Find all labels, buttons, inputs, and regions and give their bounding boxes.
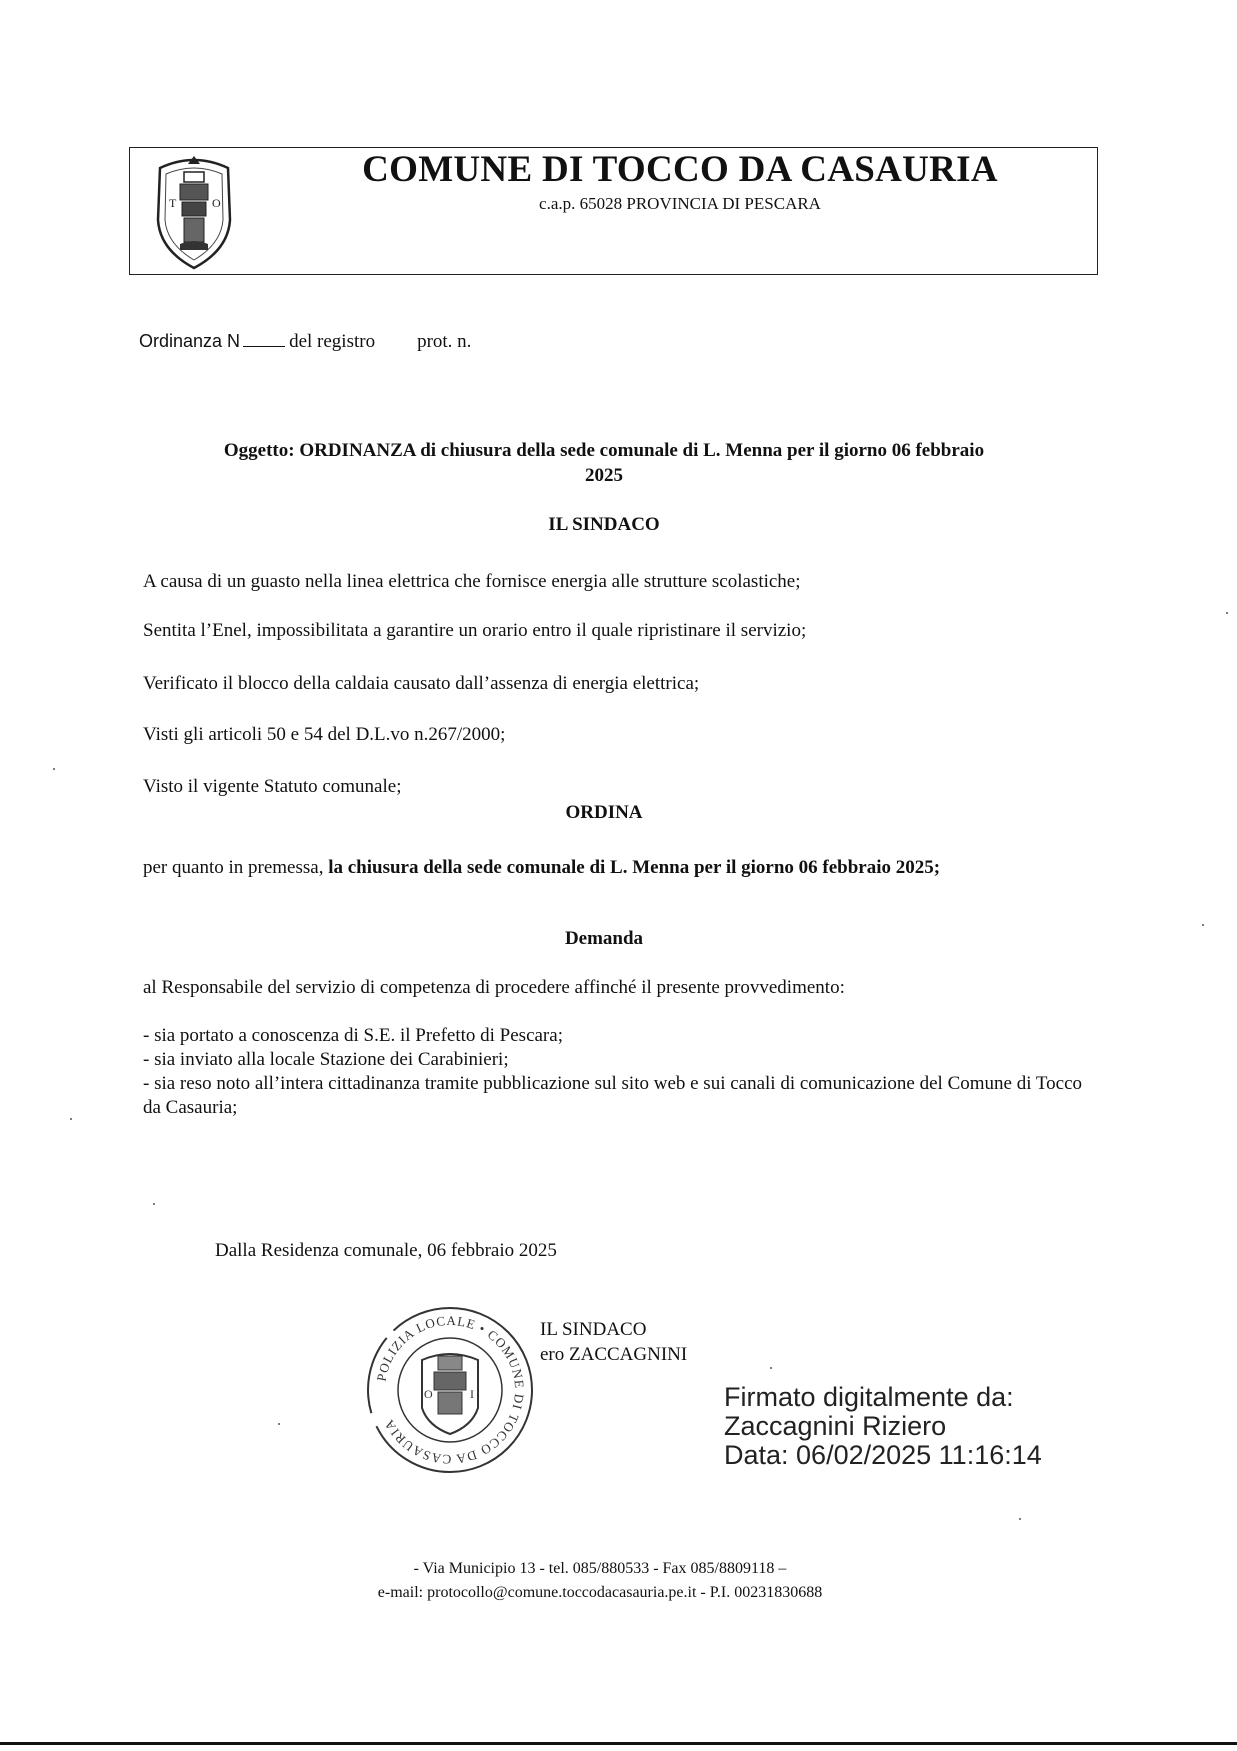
ordinanza-number-blank [243,332,285,347]
scan-speck [1226,612,1228,614]
scan-speck [1019,1518,1021,1520]
crest-letter-right: O [212,196,221,210]
premise-5: Visto il vigente Statuto comunale; [143,776,402,797]
action-list [143,1024,1093,1120]
scan-speck [1202,924,1204,926]
registro-label: del registro [289,331,376,352]
demanda-heading: Demanda [564,928,644,949]
scan-speck [153,1203,155,1205]
subject-line-2: 2025 [585,465,623,486]
signature-name: ero ZACCAGNINI [540,1344,688,1365]
signature-block [540,1317,687,1367]
footer-line-2: e-mail: protocollo@comune.toccodacasauria.pe.it - P.I. 00231830688 [377,1584,823,1601]
ordina-heading: ORDINA [565,802,643,823]
order-bold: la chiusura della sede comunale di L. Menna per il giorno 06 febbraio 2025; [328,857,941,878]
scan-speck [278,1423,280,1425]
stamp-letter-left: O [424,1387,433,1401]
digital-signature-line-3: Data: 06/02/2025 11:16:14 [724,1440,1042,1470]
premise-3: Verificato il blocco della caldaia causato dall’assenza di energia elettrica; [143,673,700,694]
premise-2: Sentita l’Enel, impossibilitata a garantire un orario entro il quale ripristinare il servizio; [143,620,807,641]
date-place-line: Dalla Residenza comunale, 06 febbraio 2025 [215,1240,557,1261]
scan-speck [770,1367,772,1369]
scan-bottom-edge [0,1742,1237,1745]
municipality-subtitle: c.a.p. 65028 PROVINCIA DI PESCARA [539,194,821,213]
digital-signature-line-2: Zaccagnini Riziero [724,1411,947,1441]
order-paragraph [143,855,1068,880]
premise-1: A causa di un guasto nella linea elettrica che fornisce energia alle strutture scolastiche; [143,571,801,592]
footer-line-1: - Via Municipio 13 - tel. 085/880533 - Fax 085/8809118 – [413,1560,787,1577]
digital-signature-line-1: Firmato digitalmente da: [724,1382,1014,1412]
municipality-title: COMUNE DI TOCCO DA CASAURIA [362,149,998,190]
signature-title: IL SINDACO [540,1319,647,1340]
scan-speck [70,1118,72,1120]
list-item: - sia inviato alla locale Stazione dei Carabinieri; [143,1049,509,1070]
order-prefix: per quanto in premessa, [143,857,329,878]
stamp-letter-right: I [470,1387,474,1401]
footer [200,1557,1000,1605]
subject [139,438,1069,488]
digital-signature [724,1383,1042,1470]
prot-label: prot. n. [417,331,472,352]
sindaco-heading: IL SINDACO [548,514,660,535]
police-stamp-icon [360,1300,540,1480]
municipal-crest-icon [150,150,238,272]
scan-speck [53,768,55,770]
ordinanza-label: Ordinanza N [139,331,241,351]
demanda-text: al Responsabile del servizio di competenza di procedere affinché il presente provvedimento: [143,977,845,998]
premise-4: Visti gli articoli 50 e 54 del D.L.vo n.267/2000; [143,724,506,745]
stamp-ring-text: POLIZIA LOCALE • COMUNE DI TOCCO DA CASAURIA [373,1312,528,1468]
crest-letter-left: T [169,196,177,210]
list-item: - sia portato a conoscenza di S.E. il Prefetto di Pescara; [143,1025,563,1046]
list-item: - sia reso noto all’intera cittadinanza tramite pubblicazione sul sito web e sui canali di comunicazione del Comune di Tocco da Casauria; [143,1073,1083,1118]
subject-line-1: Oggetto: ORDINANZA di chiusura della sede comunale di L. Menna per il giorno 06 febbraio [223,440,985,461]
registry-line [139,331,471,353]
